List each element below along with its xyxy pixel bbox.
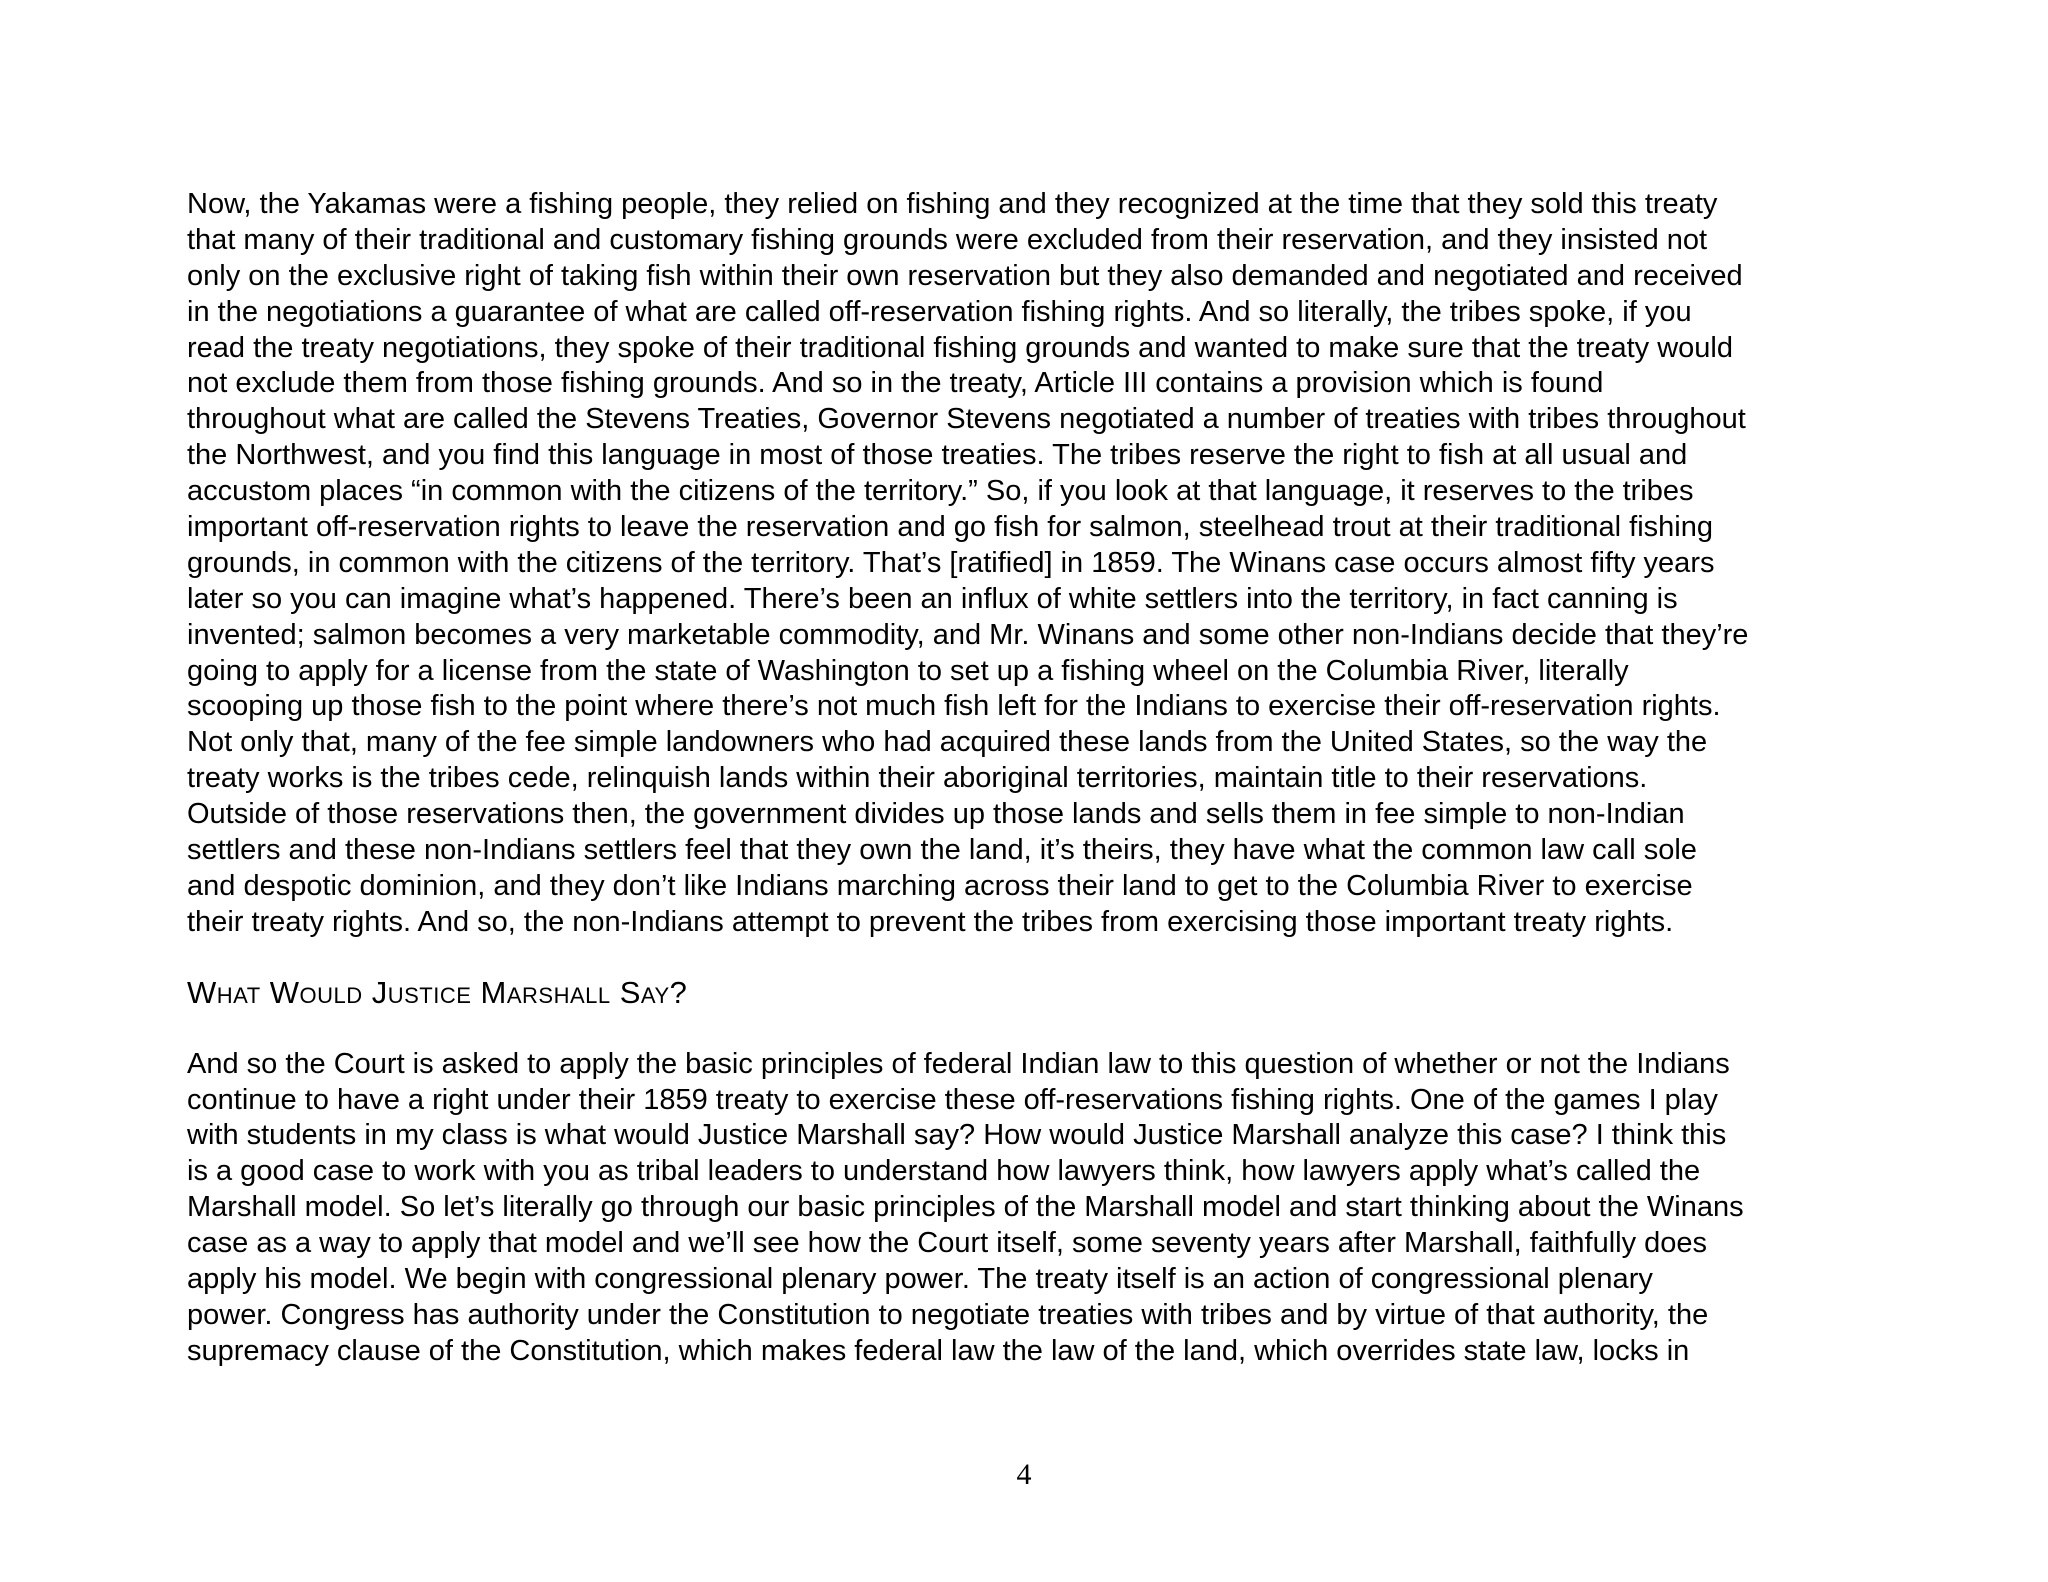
text-line: grounds, in common with the citizens of the territory. That’s [ratified] in 1859. The Winans case occurs almost fifty years bbox=[187, 546, 1715, 579]
text-line: not exclude them from those fishing grounds. And so in the treaty, Article III contains a provision which is found bbox=[187, 367, 1604, 400]
text-line: read the treaty negotiations, they spoke of their traditional fishing grounds and wanted to make sure that the treaty would bbox=[187, 331, 1733, 364]
text-line: And so the Court is asked to apply the basic principles of federal Indian law to this question of whether or not the Indians bbox=[187, 1047, 1730, 1080]
text-line: that many of their traditional and customary fishing grounds were excluded from their reservation, and they insisted not bbox=[187, 223, 1708, 256]
text-line: their treaty rights. And so, the non-Indians attempt to prevent the tribes from exercising those important treaty rights. bbox=[187, 905, 1674, 938]
text-line: apply his model. We begin with congressional plenary power. The treaty itself is an action of congressional plenary bbox=[187, 1263, 1653, 1296]
text-line: continue to have a right under their 1859 treaty to exercise these off-reservations fishing rights. One of the games I play bbox=[187, 1083, 1718, 1116]
text-line: is a good case to work with you as tribal leaders to understand how lawyers think, how lawyers apply what’s called the bbox=[187, 1155, 1701, 1188]
page-content bbox=[187, 187, 1877, 1370]
text-line: scooping up those fish to the point where there’s not much fish left for the Indians to exercise their off-reservation rights. bbox=[187, 690, 1721, 723]
text-line: in the negotiations a guarantee of what are called off-reservation fishing rights. And so literally, the tribes spoke, if you bbox=[187, 295, 1692, 328]
text-line: with students in my class is what would Justice Marshall say? How would Justice Marshall analyze this case? I think this bbox=[187, 1119, 1727, 1152]
text-line: throughout what are called the Stevens Treaties, Governor Stevens negotiated a number of treaties with tribes throughout bbox=[187, 403, 1746, 436]
text-line: case as a way to apply that model and we’ll see how the Court itself, some seventy years after Marshall, faithfully does bbox=[187, 1227, 1708, 1260]
text-line: Outside of those reservations then, the government divides up those lands and sells them in fee simple to non-Indian bbox=[187, 798, 1685, 831]
text-line: only on the exclusive right of taking fish within their own reservation but they also demanded and negotiated and received bbox=[187, 259, 1743, 292]
text-line: supremacy clause of the Constitution, which makes federal law the law of the land, which overrides state law, locks in bbox=[187, 1334, 1690, 1367]
paragraph-marshall-model bbox=[187, 1047, 1877, 1370]
text-line: settlers and these non-Indians settlers feel that they own the land, it’s theirs, they have what the common law call sole bbox=[187, 834, 1697, 867]
text-line: the Northwest, and you find this language in most of those treaties. The tribes reserve the right to fish at all usual and bbox=[187, 439, 1688, 472]
text-line: later so you can imagine what’s happened. There’s been an influx of white settlers into the territory, in fact canning is bbox=[187, 582, 1678, 615]
paragraph-treaty-background bbox=[187, 187, 1877, 941]
text-line: going to apply for a license from the state of Washington to set up a fishing wheel on the Columbia River, literally bbox=[187, 654, 1629, 687]
text-line: Marshall model. So let’s literally go through our basic principles of the Marshall model and start thinking about the Winans bbox=[187, 1191, 1744, 1224]
text-line: Not only that, many of the fee simple landowners who had acquired these lands from the United States, so the way the bbox=[187, 726, 1708, 759]
text-line: Now, the Yakamas were a fishing people, they relied on fishing and they recognized at the time that they sold this treaty bbox=[187, 188, 1718, 220]
text-line: treaty works is the tribes cede, relinquish lands within their aboriginal territories, maintain title to their reservations. bbox=[187, 762, 1648, 795]
text-line: important off-reservation rights to leave the reservation and go fish for salmon, steelhead trout at their traditional fishing bbox=[187, 511, 1714, 544]
text-line: power. Congress has authority under the Constitution to negotiate treaties with tribes and by virtue of that authority, the bbox=[187, 1298, 1709, 1331]
page-number: 4 bbox=[1016, 1458, 1032, 1491]
text-line: accustom places “in common with the citizens of the territory.” So, if you look at that language, it reserves to the tribes bbox=[187, 475, 1694, 508]
text-line: invented; salmon becomes a very marketable commodity, and Mr. Winans and some other non-Indians decide that they’re bbox=[187, 618, 1749, 651]
text-line: and despotic dominion, and they don’t like Indians marching across their land to get to the Columbia River to exercise bbox=[187, 869, 1693, 902]
section-heading: What Would Justice Marshall Say? bbox=[187, 974, 688, 1010]
